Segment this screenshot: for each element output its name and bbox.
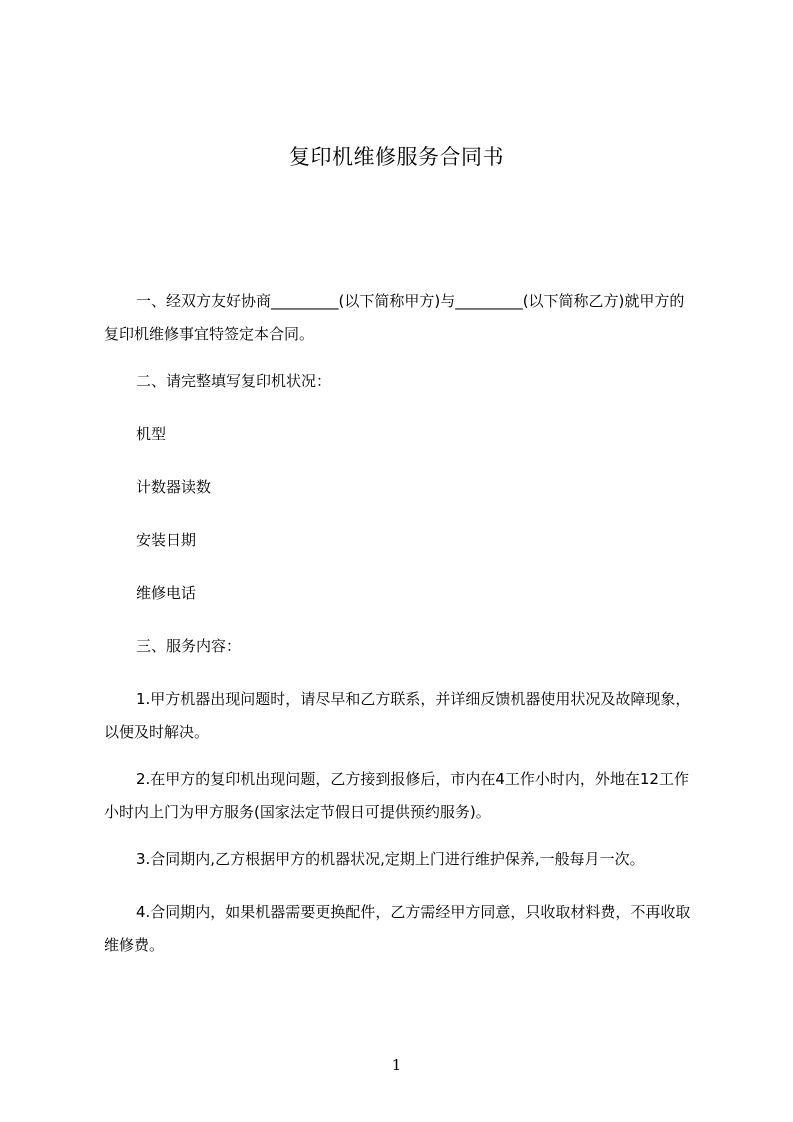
document-title: 复印机维修服务合同书 [289, 145, 504, 169]
service-item-3: 3.合同期内,乙方根据甲方的机器状况,定期上门进行维护保养,一般每月一次。 [136, 850, 645, 868]
clause-intro-paragraph: 一、经双方友好协商_________(以下简称甲方)与_________(以下简称乙方)就甲方的复印机维修事宜特签定本合同。 [104, 292, 685, 343]
service-item-4: 4.合同期内，如果机器需要更换配件，乙方需经甲方同意，只收取材料费，不再收取维修费。 [104, 903, 691, 954]
field-model-label: 机型 [136, 425, 167, 443]
service-item-2: 2.在甲方的复印机出现问题，乙方接到报修后，市内在4工作小时内，外地在12工作小时内上门为甲方服务(国家法定节假日可提供预约服务)。 [104, 770, 689, 821]
section-two-heading: 二、请完整填写复印机状况： [136, 372, 332, 390]
field-repair-phone-label: 维修电话 [136, 584, 197, 602]
service-item-1: 1.甲方机器出现问题时，请尽早和乙方联系，并详细反馈机器使用状况及故障现象，以便及时解决。 [104, 690, 691, 741]
section-three-heading: 三、服务内容： [136, 637, 242, 655]
field-counter-reading-label: 计数器读数 [136, 478, 212, 496]
page-number: 1 [391, 1056, 402, 1074]
field-install-date-label: 安装日期 [136, 531, 197, 549]
